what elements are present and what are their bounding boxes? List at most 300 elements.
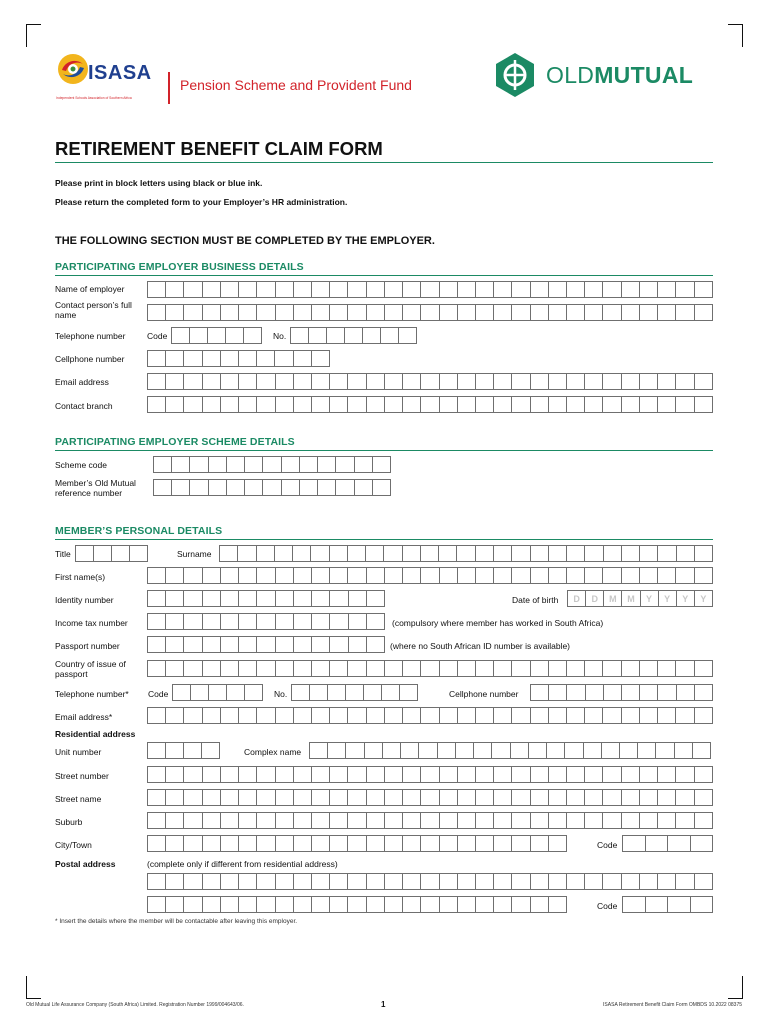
char-box[interactable] bbox=[494, 813, 512, 828]
char-box[interactable] bbox=[403, 568, 421, 583]
char-box[interactable] bbox=[257, 397, 275, 412]
char-box[interactable] bbox=[312, 637, 330, 652]
title-input[interactable] bbox=[75, 545, 148, 562]
char-box[interactable] bbox=[474, 743, 492, 758]
char-box[interactable] bbox=[154, 480, 172, 495]
char-box[interactable] bbox=[148, 813, 166, 828]
char-box[interactable] bbox=[512, 374, 530, 389]
char-box[interactable] bbox=[276, 282, 294, 297]
char-box[interactable] bbox=[148, 351, 166, 366]
char-box[interactable] bbox=[226, 328, 244, 343]
char-box[interactable] bbox=[221, 874, 239, 889]
char-box[interactable] bbox=[294, 661, 312, 676]
char-box[interactable] bbox=[257, 813, 275, 828]
char-box[interactable] bbox=[184, 282, 202, 297]
name-of-employer-input[interactable] bbox=[147, 281, 713, 298]
char-box[interactable] bbox=[209, 457, 227, 472]
char-box[interactable] bbox=[494, 790, 512, 805]
char-box[interactable] bbox=[658, 546, 676, 561]
char-box[interactable] bbox=[294, 374, 312, 389]
char-box[interactable] bbox=[373, 457, 390, 472]
char-box[interactable] bbox=[646, 836, 669, 851]
char-box[interactable] bbox=[184, 568, 202, 583]
char-box[interactable] bbox=[640, 546, 658, 561]
char-box[interactable] bbox=[276, 790, 294, 805]
char-box[interactable] bbox=[221, 397, 239, 412]
char-box[interactable] bbox=[494, 397, 512, 412]
char-box[interactable] bbox=[567, 790, 585, 805]
char-box[interactable] bbox=[385, 874, 403, 889]
char-box[interactable] bbox=[227, 480, 245, 495]
char-box[interactable] bbox=[221, 661, 239, 676]
char-box[interactable] bbox=[148, 897, 166, 912]
char-box[interactable] bbox=[567, 374, 585, 389]
char-box[interactable] bbox=[547, 743, 565, 758]
char-box[interactable] bbox=[349, 614, 367, 629]
char-box[interactable] bbox=[385, 661, 403, 676]
char-box[interactable] bbox=[421, 661, 439, 676]
char-box[interactable] bbox=[695, 874, 712, 889]
char-box[interactable] bbox=[440, 305, 458, 320]
char-box[interactable] bbox=[494, 305, 512, 320]
char-box[interactable] bbox=[184, 661, 202, 676]
char-box[interactable] bbox=[294, 813, 312, 828]
char-box[interactable] bbox=[676, 305, 694, 320]
member-email-input[interactable] bbox=[147, 707, 713, 724]
char-box[interactable] bbox=[330, 305, 348, 320]
char-box[interactable] bbox=[668, 836, 691, 851]
char-box[interactable] bbox=[276, 614, 294, 629]
char-box[interactable] bbox=[330, 568, 348, 583]
char-box[interactable] bbox=[458, 874, 476, 889]
char-box[interactable] bbox=[184, 874, 202, 889]
unit-number-input[interactable] bbox=[147, 742, 220, 759]
char-box[interactable] bbox=[203, 874, 221, 889]
char-box[interactable] bbox=[531, 397, 549, 412]
char-box[interactable] bbox=[603, 813, 621, 828]
surname-input[interactable] bbox=[219, 545, 713, 562]
char-box[interactable] bbox=[512, 546, 530, 561]
char-box[interactable] bbox=[257, 282, 275, 297]
char-box[interactable] bbox=[512, 767, 530, 782]
char-box[interactable] bbox=[184, 836, 202, 851]
char-box[interactable] bbox=[373, 480, 390, 495]
char-box[interactable] bbox=[203, 813, 221, 828]
char-box[interactable] bbox=[209, 480, 227, 495]
char-box[interactable] bbox=[172, 328, 190, 343]
char-box[interactable] bbox=[239, 708, 257, 723]
char-box[interactable] bbox=[318, 480, 336, 495]
street-number-input[interactable] bbox=[147, 766, 713, 783]
char-box[interactable] bbox=[695, 568, 712, 583]
char-box[interactable] bbox=[494, 661, 512, 676]
char-box[interactable] bbox=[549, 813, 567, 828]
char-box[interactable] bbox=[622, 767, 640, 782]
contact-person-input[interactable] bbox=[147, 304, 713, 321]
char-box[interactable] bbox=[403, 374, 421, 389]
char-box[interactable] bbox=[239, 305, 257, 320]
char-box[interactable] bbox=[439, 546, 457, 561]
char-box[interactable] bbox=[567, 767, 585, 782]
char-box[interactable] bbox=[623, 836, 646, 851]
char-box[interactable] bbox=[675, 743, 693, 758]
char-box[interactable] bbox=[529, 743, 547, 758]
char-box[interactable] bbox=[221, 591, 239, 606]
char-box[interactable] bbox=[476, 282, 494, 297]
char-box[interactable] bbox=[658, 661, 676, 676]
char-box[interactable] bbox=[440, 813, 458, 828]
char-box[interactable] bbox=[276, 897, 294, 912]
char-box[interactable] bbox=[148, 743, 166, 758]
char-box[interactable] bbox=[221, 897, 239, 912]
char-box[interactable] bbox=[584, 743, 602, 758]
char-box[interactable] bbox=[440, 767, 458, 782]
char-box[interactable] bbox=[76, 546, 94, 561]
char-box[interactable] bbox=[531, 546, 549, 561]
char-box[interactable] bbox=[622, 790, 640, 805]
char-box[interactable] bbox=[695, 685, 712, 700]
char-box[interactable] bbox=[239, 767, 257, 782]
char-box[interactable] bbox=[658, 708, 676, 723]
char-box[interactable] bbox=[348, 661, 366, 676]
char-box[interactable] bbox=[531, 661, 549, 676]
char-box[interactable] bbox=[239, 374, 257, 389]
char-box[interactable] bbox=[567, 874, 585, 889]
char-box[interactable] bbox=[403, 813, 421, 828]
char-box[interactable] bbox=[399, 328, 416, 343]
char-box[interactable] bbox=[458, 374, 476, 389]
char-box[interactable] bbox=[257, 790, 275, 805]
char-box[interactable] bbox=[676, 661, 694, 676]
char-box[interactable] bbox=[640, 708, 658, 723]
char-box[interactable] bbox=[239, 591, 257, 606]
char-box[interactable] bbox=[239, 874, 257, 889]
char-box[interactable] bbox=[203, 568, 221, 583]
city-town-input[interactable] bbox=[147, 835, 567, 852]
char-box[interactable] bbox=[367, 637, 384, 652]
char-box[interactable] bbox=[309, 328, 327, 343]
char-box[interactable] bbox=[549, 374, 567, 389]
char-box[interactable] bbox=[549, 568, 567, 583]
char-box[interactable] bbox=[549, 790, 567, 805]
char-box[interactable] bbox=[276, 305, 294, 320]
char-box[interactable] bbox=[676, 790, 694, 805]
char-box[interactable] bbox=[148, 836, 166, 851]
char-box[interactable] bbox=[330, 614, 348, 629]
char-box[interactable] bbox=[221, 374, 239, 389]
street-name-input[interactable] bbox=[147, 789, 713, 806]
char-box[interactable] bbox=[622, 282, 640, 297]
char-box[interactable] bbox=[656, 743, 674, 758]
char-box[interactable] bbox=[348, 374, 366, 389]
char-box[interactable] bbox=[403, 397, 421, 412]
char-box[interactable] bbox=[549, 874, 567, 889]
char-box[interactable] bbox=[166, 743, 184, 758]
char-box[interactable] bbox=[312, 305, 330, 320]
char-box[interactable] bbox=[385, 790, 403, 805]
char-box[interactable] bbox=[367, 591, 384, 606]
char-box[interactable] bbox=[695, 374, 712, 389]
char-box[interactable] bbox=[585, 546, 603, 561]
char-box[interactable] bbox=[257, 305, 275, 320]
char-box[interactable] bbox=[476, 897, 494, 912]
char-box[interactable] bbox=[403, 661, 421, 676]
char-box[interactable] bbox=[567, 282, 585, 297]
char-box[interactable] bbox=[531, 836, 549, 851]
char-box[interactable] bbox=[166, 282, 184, 297]
char-box[interactable] bbox=[512, 568, 530, 583]
char-box[interactable] bbox=[384, 546, 402, 561]
char-box[interactable] bbox=[549, 397, 567, 412]
char-box[interactable] bbox=[312, 790, 330, 805]
char-box[interactable] bbox=[531, 685, 549, 700]
employer-cellphone-input[interactable] bbox=[147, 350, 330, 367]
char-box[interactable] bbox=[330, 708, 348, 723]
char-box[interactable] bbox=[349, 637, 367, 652]
char-box[interactable] bbox=[676, 767, 694, 782]
char-box[interactable] bbox=[348, 708, 366, 723]
char-box[interactable] bbox=[330, 546, 348, 561]
passport-input[interactable] bbox=[147, 636, 385, 653]
char-box[interactable] bbox=[695, 661, 712, 676]
char-box[interactable] bbox=[257, 374, 275, 389]
char-box[interactable] bbox=[622, 708, 640, 723]
char-box[interactable] bbox=[367, 813, 385, 828]
char-box[interactable] bbox=[419, 743, 437, 758]
char-box[interactable] bbox=[638, 743, 656, 758]
char-box[interactable] bbox=[310, 743, 328, 758]
char-box[interactable] bbox=[640, 374, 658, 389]
char-box[interactable] bbox=[385, 708, 403, 723]
char-box[interactable] bbox=[203, 397, 221, 412]
char-box[interactable] bbox=[421, 282, 439, 297]
char-box[interactable] bbox=[385, 397, 403, 412]
scheme-code-input[interactable] bbox=[153, 456, 391, 473]
char-box[interactable] bbox=[221, 813, 239, 828]
char-box[interactable] bbox=[640, 813, 658, 828]
char-box[interactable] bbox=[677, 685, 695, 700]
char-box[interactable] bbox=[166, 767, 184, 782]
char-box[interactable] bbox=[676, 708, 694, 723]
char-box[interactable] bbox=[239, 897, 257, 912]
char-box[interactable] bbox=[294, 836, 312, 851]
char-box[interactable] bbox=[622, 397, 640, 412]
char-box[interactable] bbox=[512, 813, 530, 828]
char-box[interactable] bbox=[184, 591, 202, 606]
char-box[interactable] bbox=[221, 708, 239, 723]
char-box[interactable] bbox=[385, 897, 403, 912]
char-box[interactable] bbox=[640, 282, 658, 297]
char-box[interactable] bbox=[311, 546, 329, 561]
char-box[interactable] bbox=[494, 897, 512, 912]
char-box[interactable] bbox=[695, 813, 712, 828]
char-box[interactable] bbox=[476, 661, 494, 676]
char-box[interactable] bbox=[190, 480, 208, 495]
char-box[interactable] bbox=[585, 568, 603, 583]
char-box[interactable] bbox=[148, 397, 166, 412]
char-box[interactable] bbox=[476, 374, 494, 389]
char-box[interactable] bbox=[184, 351, 202, 366]
char-box[interactable] bbox=[603, 568, 621, 583]
char-box[interactable] bbox=[203, 282, 221, 297]
char-box[interactable] bbox=[695, 790, 712, 805]
char-box[interactable] bbox=[640, 661, 658, 676]
char-box[interactable] bbox=[184, 637, 202, 652]
char-box[interactable] bbox=[293, 546, 311, 561]
char-box[interactable] bbox=[348, 767, 366, 782]
char-box[interactable] bbox=[567, 685, 585, 700]
member-cellphone-input[interactable] bbox=[530, 684, 713, 701]
char-box[interactable] bbox=[476, 708, 494, 723]
char-box[interactable] bbox=[603, 282, 621, 297]
char-box[interactable] bbox=[294, 568, 312, 583]
char-box[interactable] bbox=[294, 790, 312, 805]
char-box[interactable] bbox=[403, 282, 421, 297]
char-box[interactable] bbox=[327, 328, 345, 343]
char-box[interactable] bbox=[148, 374, 166, 389]
char-box[interactable] bbox=[330, 637, 348, 652]
char-box[interactable] bbox=[282, 457, 300, 472]
char-box[interactable] bbox=[203, 790, 221, 805]
first-names-input[interactable] bbox=[147, 567, 713, 584]
employer-telephone-code-input[interactable] bbox=[171, 327, 262, 344]
char-box[interactable] bbox=[603, 790, 621, 805]
char-box[interactable] bbox=[330, 813, 348, 828]
char-box[interactable] bbox=[330, 836, 348, 851]
char-box[interactable] bbox=[330, 874, 348, 889]
char-box[interactable] bbox=[276, 874, 294, 889]
char-box[interactable] bbox=[294, 637, 312, 652]
char-box[interactable] bbox=[549, 897, 566, 912]
char-box[interactable] bbox=[494, 767, 512, 782]
char-box[interactable] bbox=[531, 305, 549, 320]
char-box[interactable] bbox=[512, 790, 530, 805]
char-box[interactable] bbox=[512, 397, 530, 412]
char-box[interactable] bbox=[603, 374, 621, 389]
char-box[interactable] bbox=[640, 305, 658, 320]
char-box[interactable] bbox=[276, 813, 294, 828]
char-box[interactable] bbox=[695, 546, 712, 561]
char-box[interactable] bbox=[367, 874, 385, 889]
char-box[interactable] bbox=[622, 305, 640, 320]
char-box[interactable] bbox=[312, 614, 330, 629]
char-box[interactable] bbox=[585, 813, 603, 828]
char-box[interactable] bbox=[383, 743, 401, 758]
char-box[interactable] bbox=[658, 813, 676, 828]
char-box[interactable] bbox=[549, 546, 567, 561]
char-box[interactable] bbox=[531, 374, 549, 389]
char-box[interactable] bbox=[184, 374, 202, 389]
char-box[interactable] bbox=[166, 790, 184, 805]
char-box[interactable] bbox=[585, 374, 603, 389]
complex-name-input[interactable] bbox=[309, 742, 711, 759]
char-box[interactable] bbox=[312, 568, 330, 583]
char-box[interactable] bbox=[330, 591, 348, 606]
char-box[interactable] bbox=[203, 836, 221, 851]
char-box[interactable] bbox=[385, 282, 403, 297]
char-box[interactable] bbox=[567, 708, 585, 723]
char-box[interactable] bbox=[312, 874, 330, 889]
char-box[interactable] bbox=[567, 305, 585, 320]
char-box[interactable] bbox=[154, 457, 172, 472]
char-box[interactable] bbox=[512, 836, 530, 851]
char-box[interactable] bbox=[244, 328, 261, 343]
char-box[interactable] bbox=[381, 328, 399, 343]
char-box[interactable] bbox=[549, 685, 567, 700]
char-box[interactable] bbox=[458, 767, 476, 782]
char-box[interactable] bbox=[585, 790, 603, 805]
char-box[interactable] bbox=[400, 685, 417, 700]
char-box[interactable] bbox=[312, 661, 330, 676]
employer-telephone-no-input[interactable] bbox=[290, 327, 417, 344]
char-box[interactable] bbox=[476, 767, 494, 782]
char-box[interactable] bbox=[348, 874, 366, 889]
char-box[interactable] bbox=[695, 767, 712, 782]
char-box[interactable] bbox=[385, 767, 403, 782]
char-box[interactable] bbox=[640, 874, 658, 889]
char-box[interactable] bbox=[640, 790, 658, 805]
char-box[interactable] bbox=[585, 305, 603, 320]
char-box[interactable] bbox=[676, 282, 694, 297]
char-box[interactable] bbox=[440, 874, 458, 889]
char-box[interactable] bbox=[695, 282, 712, 297]
char-box[interactable] bbox=[421, 546, 439, 561]
char-box[interactable] bbox=[330, 397, 348, 412]
char-box[interactable] bbox=[257, 874, 275, 889]
char-box[interactable] bbox=[148, 305, 166, 320]
char-box[interactable] bbox=[403, 305, 421, 320]
char-box[interactable] bbox=[640, 568, 658, 583]
char-box[interactable] bbox=[221, 282, 239, 297]
char-box[interactable] bbox=[184, 897, 202, 912]
char-box[interactable] bbox=[166, 351, 184, 366]
char-box[interactable] bbox=[367, 282, 385, 297]
char-box[interactable] bbox=[348, 897, 366, 912]
char-box[interactable] bbox=[166, 661, 184, 676]
char-box[interactable] bbox=[622, 874, 640, 889]
char-box[interactable] bbox=[166, 874, 184, 889]
char-box[interactable] bbox=[691, 897, 713, 912]
char-box[interactable] bbox=[676, 374, 694, 389]
char-box[interactable] bbox=[336, 480, 354, 495]
char-box[interactable] bbox=[221, 568, 239, 583]
char-box[interactable] bbox=[239, 614, 257, 629]
char-box[interactable] bbox=[512, 282, 530, 297]
char-box[interactable] bbox=[549, 305, 567, 320]
char-box[interactable] bbox=[208, 328, 226, 343]
char-box[interactable] bbox=[367, 374, 385, 389]
char-box[interactable] bbox=[221, 767, 239, 782]
char-box[interactable] bbox=[458, 305, 476, 320]
char-box[interactable] bbox=[312, 374, 330, 389]
char-box[interactable] bbox=[257, 568, 275, 583]
char-box[interactable] bbox=[585, 661, 603, 676]
char-box[interactable] bbox=[421, 374, 439, 389]
char-box[interactable] bbox=[166, 397, 184, 412]
char-box[interactable] bbox=[603, 397, 621, 412]
char-box[interactable] bbox=[349, 591, 367, 606]
char-box[interactable] bbox=[291, 328, 309, 343]
char-box[interactable] bbox=[421, 874, 439, 889]
char-box[interactable] bbox=[245, 685, 262, 700]
char-box[interactable] bbox=[292, 685, 310, 700]
char-box[interactable] bbox=[203, 305, 221, 320]
char-box[interactable] bbox=[276, 661, 294, 676]
char-box[interactable] bbox=[94, 546, 112, 561]
postal-address-line-2-input[interactable] bbox=[147, 896, 567, 913]
char-box[interactable] bbox=[458, 813, 476, 828]
char-box[interactable] bbox=[355, 457, 373, 472]
